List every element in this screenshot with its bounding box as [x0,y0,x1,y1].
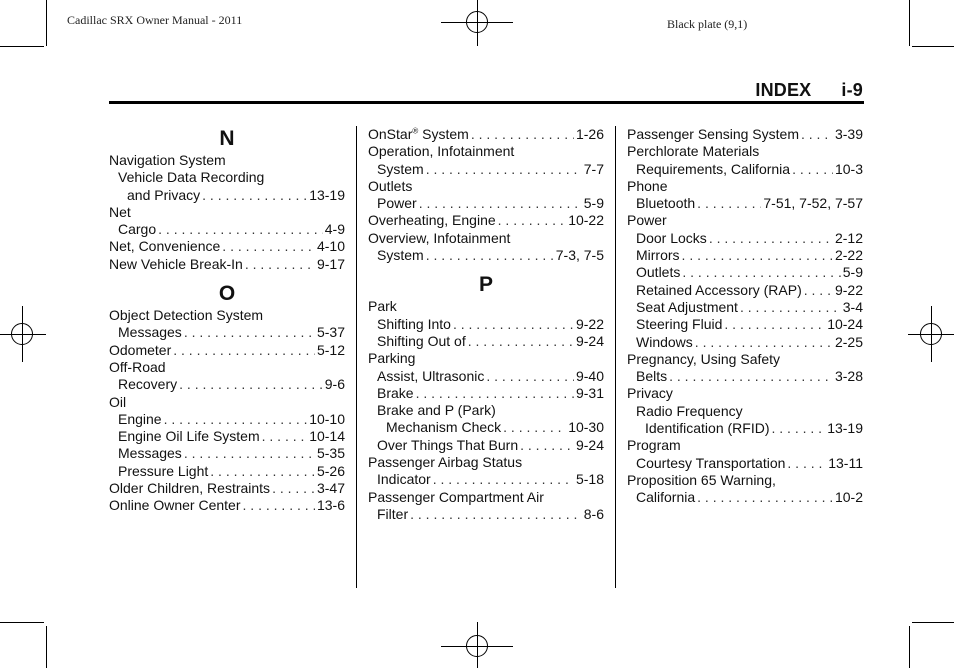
entry-term: Operation, Infotainment [368,143,515,160]
entry-term: Over Things That Burn [377,436,519,453]
entry-term: Messages [118,324,182,341]
index-entry [627,282,863,299]
crop-mark [912,46,954,47]
entry-term: Brake and P (Park) [377,402,496,419]
dot-leader [179,376,323,393]
entry-page-ref: 3-4 [842,298,863,315]
entry-page-ref: 8-6 [583,505,604,522]
index-entry [627,178,863,195]
index-entry [109,480,345,497]
entry-term: Perchlorate Materials [627,143,760,160]
dot-leader [771,420,825,437]
entry-page-ref: 9-31 [575,384,604,401]
entry-term: Shifting Out of [377,332,466,349]
entry-page-ref: 5-35 [316,445,345,462]
entry-page-ref: 7-3, 7-5 [555,247,604,264]
entry-term: Net, Convenience [109,238,221,255]
entry-page-ref: 9-40 [575,367,604,384]
entry-page-ref: 2-12 [834,229,863,246]
index-letter-heading: N [219,127,235,150]
entry-page-ref: 3-47 [316,480,345,497]
entry-page-ref: 7-51, 7-52, 7-57 [763,195,863,212]
dot-leader [792,161,833,178]
entry-page-ref: 13-11 [828,454,863,471]
index-entry [368,298,604,315]
index-entry [627,212,863,229]
crop-mark [46,626,47,668]
dot-leader [787,455,826,472]
index-entry [109,221,345,238]
entry-term: Program [627,437,681,454]
dot-leader [416,385,574,402]
registered-mark: ® [412,126,419,136]
entry-term: Recovery [118,376,178,393]
entry-term: Phone [627,177,668,194]
dot-leader [498,212,567,229]
entry-term: New Vehicle Break-In [109,255,243,272]
entry-term: Overheating, Engine [368,212,496,229]
column-divider [615,126,616,588]
index-entry [109,342,345,359]
entry-page-ref: 9-17 [316,255,345,272]
index-entry [627,472,863,489]
index-entry [368,454,604,471]
section-title: INDEX [755,80,812,100]
entry-term-text: System [418,126,469,142]
dot-leader [801,126,833,143]
entry-page-ref: 10-30 [568,419,604,436]
entry-term: Proposition 65 Warning, [627,471,776,488]
entry-term: Power [627,212,667,229]
entry-page-ref: 10-24 [827,316,863,333]
dot-leader [272,480,315,497]
crop-mark [912,622,954,623]
index-entry [627,299,863,316]
index-entry [627,195,863,212]
dot-leader [709,230,833,247]
index-entry [368,368,604,385]
entry-page-ref: 13-6 [316,497,345,514]
entry-page-ref: 5-26 [316,462,345,479]
index-entry [368,437,604,454]
entry-term: Retained Accessory (RAP) [636,281,802,298]
dot-leader [724,316,825,333]
index-entry [627,143,863,160]
entry-term: Identification (RFID) [645,420,770,437]
index-entry [368,247,604,264]
entry-term: Radio Frequency [636,402,743,419]
index-entry [627,264,863,281]
entry-term: Steering Fluid [636,316,723,333]
index-entry [627,368,863,385]
index-entry [109,187,345,204]
entry-term: Brake [377,384,414,401]
entry-term: Seat Adjustment [636,298,738,315]
index-entry [368,316,604,333]
entry-term: Power [377,195,417,212]
index-entry [627,403,863,420]
entry-page-ref: 3-28 [834,368,863,385]
plate-label: Black plate (9,1) [667,17,748,31]
dot-leader [433,471,574,488]
entry-term: Outlets [368,177,413,194]
index-entry [627,126,863,143]
crop-mark [0,622,44,623]
dot-leader [486,368,574,385]
crop-mark [46,0,47,46]
entry-term: and Privacy [127,186,201,203]
entry-term: Bluetooth [636,195,696,212]
index-entry [627,247,863,264]
entry-term: Outlets [636,264,681,281]
entry-page-ref: 9-24 [575,436,604,453]
entry-term: System [377,247,424,264]
index-entry [627,420,863,437]
index-entry [109,445,345,462]
entry-term: Mechanism Check [386,419,502,436]
page-number: i-9 [841,80,863,100]
index-entry [109,204,345,221]
entry-page-ref: 10-2 [834,489,863,506]
index-entry [368,471,604,488]
entry-term: Filter [377,505,409,522]
dot-leader [158,221,323,238]
index-letter-heading: P [478,273,493,297]
column-divider [356,126,357,588]
entry-page-ref: 5-9 [583,195,604,212]
index-entry [109,152,345,169]
index-entry [368,161,604,178]
entry-page-ref: 9-6 [324,376,345,393]
dot-leader [426,161,582,178]
dot-leader [243,497,315,514]
index-entry [109,359,345,376]
index-entry [109,428,345,445]
dot-leader [682,247,833,264]
entry-page-ref: 5-9 [842,264,863,281]
index-column-2 [368,126,604,523]
index-entry [109,394,345,411]
index-entry [109,324,345,341]
index-entry [368,350,604,367]
entry-term: Privacy [627,385,673,402]
index-entry [627,351,863,368]
section-gap [109,273,345,281]
index-entry [368,506,604,523]
entry-term: Windows [636,333,693,350]
index-entry [109,376,345,393]
entry-term: Messages [118,445,182,462]
index-entry [368,489,604,506]
entry-page-ref: 4-10 [316,238,345,255]
entry-page-ref: 5-18 [575,471,604,488]
entry-term: Shifting Into [377,315,451,332]
index-entry [627,489,863,506]
dot-leader [426,247,554,264]
index-column-1 [109,126,345,515]
dot-leader [669,368,833,385]
entry-term: Passenger Airbag Status [368,454,523,471]
entry-page-ref: 2-22 [834,247,863,264]
index-entry [368,143,604,160]
entry-term: Odometer [109,341,172,358]
entry-term: Navigation System [109,152,226,168]
entry-term: Indicator [377,471,431,488]
dot-leader [468,333,574,350]
section-gap [368,264,604,272]
dot-leader [210,463,315,480]
index-entry [109,411,345,428]
entry-term: California [636,489,696,506]
index-entry [109,256,345,273]
index-entry [368,212,604,229]
index-entry [368,385,604,402]
dot-leader [520,437,574,454]
entry-term: Online Owner Center [109,497,241,514]
dot-leader [262,428,308,445]
index-entry [627,230,863,247]
entry-page-ref: 13-19 [827,420,863,437]
dot-leader [173,342,315,359]
index-entry [627,334,863,351]
dot-leader [471,126,574,143]
dot-leader [804,282,833,299]
entry-page-ref: 10-14 [309,428,345,445]
index-entry [627,437,863,454]
index-entry [627,455,863,472]
dot-leader [245,256,315,273]
entry-term: Object Detection System [109,307,264,324]
entry-page-ref: 2-25 [834,333,863,350]
entry-page-ref: 10-22 [568,212,604,229]
entry-term: Off-Road [109,358,166,375]
dot-leader [184,445,315,462]
entry-page-ref: 5-37 [316,324,345,341]
entry-page-ref: 10-10 [309,410,345,427]
entry-page-ref: 1-26 [575,126,604,142]
index-entry [368,402,604,419]
entry-term: Pressure Light [118,462,209,479]
dot-leader [202,187,307,204]
entry-term: Door Locks [636,229,707,246]
index-entry [368,333,604,350]
entry-term: Parking [368,350,416,367]
header-rule [109,101,864,104]
crop-mark [909,626,910,668]
index-entry [368,178,604,195]
dot-leader [419,195,582,212]
crop-mark [0,46,44,47]
entry-term: Courtesy Transportation [636,454,786,471]
entry-term: Park [368,298,397,315]
entry-term: Requirements, California [636,160,791,177]
dot-leader [222,238,315,255]
entry-term: Mirrors [636,247,680,264]
dot-leader [682,264,840,281]
dot-leader [453,316,574,333]
entry-term: Engine Oil Life System [118,428,260,445]
entry-term: Overview, Infotainment [368,229,511,246]
entry-page-ref: 7-7 [583,160,604,177]
entry-page-ref: 4-9 [324,221,345,238]
entry-term: Engine [118,410,162,427]
entry-term [368,126,469,143]
index-entry [368,195,604,212]
index-entry [627,161,863,178]
index-entry [109,307,345,324]
dot-leader [410,506,582,523]
entry-term: Assist, Ultrasonic [377,367,485,384]
entry-term: System [377,160,424,177]
entry-page-ref: 9-22 [575,315,604,332]
index-entry [368,126,604,143]
entry-page-ref: 13-19 [309,186,345,203]
entry-page-ref: 9-22 [834,281,863,298]
entry-term: Pregnancy, Using Safety [627,350,781,367]
entry-term: Net [109,203,131,220]
entry-term: Belts [636,368,668,385]
entry-term: Passenger Sensing System [627,126,799,142]
index-entry [109,169,345,186]
dot-leader [503,419,566,436]
dot-leader [697,195,761,212]
index-entry [109,238,345,255]
entry-page-ref: 3-39 [834,126,863,142]
dot-leader [695,334,833,351]
entry-term: Oil [109,393,127,410]
crop-mark [909,0,910,46]
entry-page-ref: 9-24 [575,332,604,349]
index-entry [109,463,345,480]
index-column-3 [627,126,863,507]
dot-leader [164,411,308,428]
index-entry [109,497,345,514]
index-entry [368,419,604,436]
index-entry [627,385,863,402]
index-entry [627,316,863,333]
entry-page-ref: 10-3 [834,160,863,177]
entry-term: Vehicle Data Recording [118,169,265,186]
index-letter-heading: O [218,282,236,306]
dot-leader [740,299,841,316]
document-title: Cadillac SRX Owner Manual - 2011 [67,13,243,27]
dot-leader [697,489,833,506]
dot-leader [184,324,315,341]
page-heading [755,80,863,101]
index-entry [368,230,604,247]
entry-page-ref: 5-12 [316,341,345,358]
entry-term-text: OnStar [368,126,413,142]
entry-term: Cargo [118,221,157,238]
entry-term: Passenger Compartment Air [368,488,544,505]
entry-term: Older Children, Restraints [109,480,271,497]
